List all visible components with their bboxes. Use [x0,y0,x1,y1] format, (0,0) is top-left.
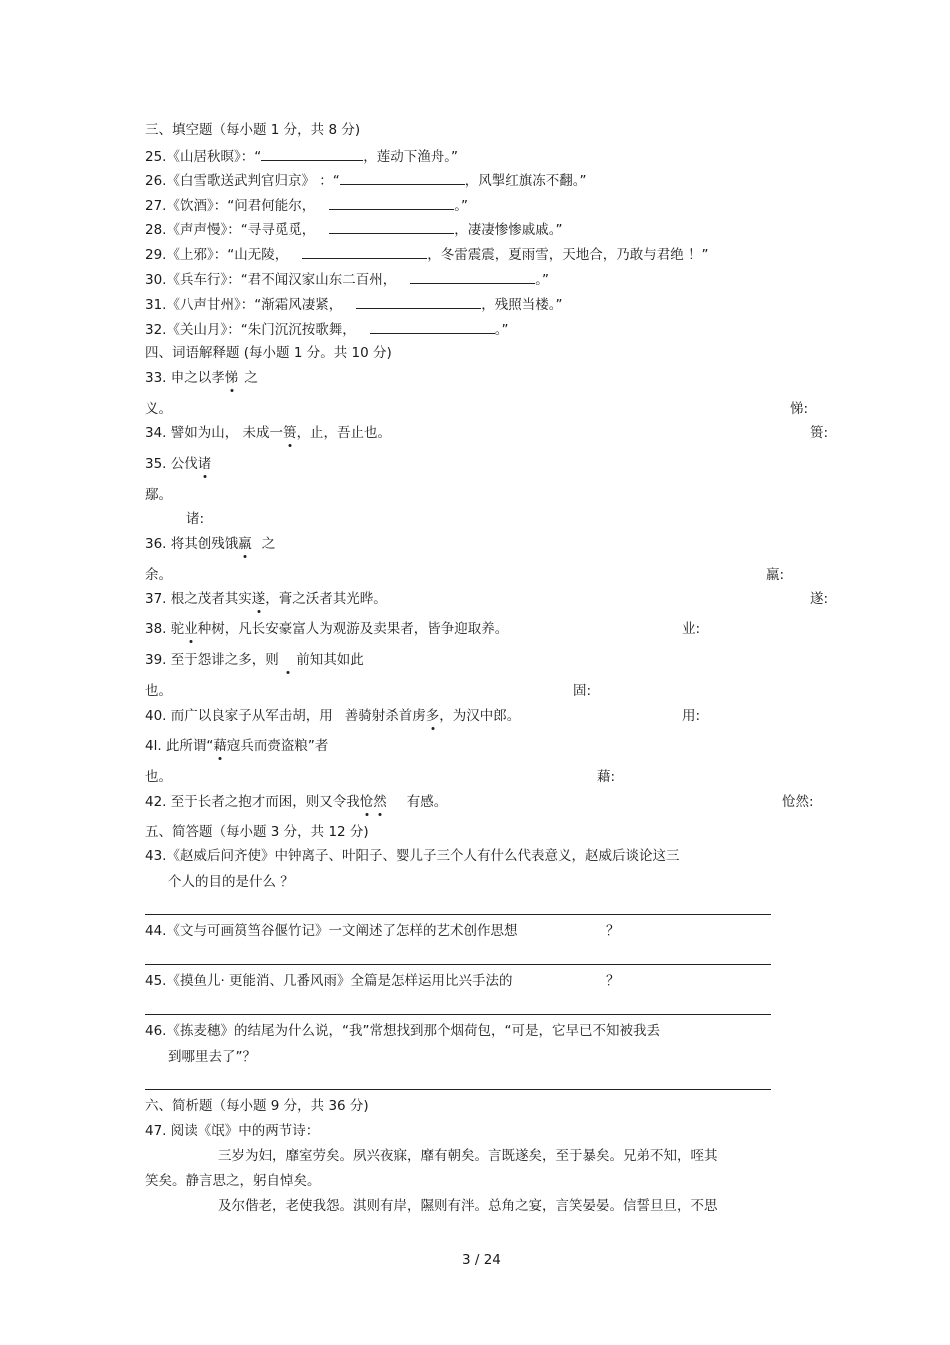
answer-line[interactable] [145,964,771,965]
question-40 [145,707,520,725]
q29-prefix: 29.《上邪》：“山无陵， [145,247,289,263]
q40-keyword: 用 [319,708,333,724]
q39-keyword [281,652,295,668]
question-28 [145,219,562,239]
answer-blank[interactable] [370,319,495,334]
q39-text: 39. 至于怨诽之多，则 [145,652,279,668]
q30-prefix: 30.《兵车行》：“君不闻汉家山东二百州， [145,272,397,288]
q39-continuation: 也。 [145,683,172,699]
q36-answer-label[interactable]: 羸: [766,567,785,583]
poem-stanza-2-line-1: 及尔偕老，老使我怨。淇则有岸，隰则有泮。总角之宴，言笑晏晏。信誓旦旦，不思 [218,1198,718,1214]
answer-blank[interactable] [302,244,427,259]
answer-line[interactable] [145,914,771,915]
q28-prefix: 28.《声声慢》：“寻寻觅觅， [145,222,316,238]
question-47: 47. 阅读《氓》中的两节诗： [145,1123,320,1139]
q40-answer-label[interactable]: 用: [682,708,701,724]
answer-blank[interactable] [329,219,454,234]
q36-text-end: 之 [261,536,276,552]
question-39 [145,651,364,669]
q35-answer-label[interactable]: 诸: [186,511,205,527]
answer-blank[interactable] [356,294,481,309]
q31-prefix: 31.《八声甘州》：“渐霜风凄紧， [145,297,343,313]
answer-blank[interactable] [329,195,454,210]
q41-text: 4l. 此所谓“ [145,738,214,754]
q33-answer-label[interactable]: 悌: [790,401,809,417]
q33-text-end: 之 [244,370,258,386]
q42-answer-label[interactable]: 怆然: [782,794,814,810]
q28-suffix: ，凄凄惨惨戚戚。” [454,222,563,238]
q27-prefix: 27.《饮酒》：“问君何能尔， [145,198,316,214]
answer-blank[interactable] [261,146,363,161]
q36-text: 36. 将其创残饿 [145,536,239,552]
question-42 [145,793,447,811]
q40-text-end: 善骑射杀首虏多，为汉中郎。 [344,708,521,724]
q38-text-end: 种树，凡长安豪富人为观游及卖果者，皆争迎取养。 [197,621,509,637]
q39-text-end: 前知其如此 [296,652,364,668]
question-37 [145,590,387,608]
question-36 [145,535,275,553]
q45-question-mark: ？ [606,973,620,989]
q34-text-end: ，止，吾止也。 [296,425,392,441]
question-41 [145,737,328,755]
q33-text: 33. 申之以孝 [145,370,225,386]
q38-text: 38. 驼 [145,621,185,637]
q27-suffix: 。” [454,198,468,214]
question-25 [145,146,458,166]
section-heading-word-explain: 四、词语解释题 (每小题 1 分。共 10 分) [145,345,392,361]
q36-keyword: 羸 [238,536,252,552]
question-31 [145,294,562,314]
answer-blank[interactable] [340,170,465,185]
q42-text: 42. 至于长者之抱才而困，则又令我 [145,794,360,810]
section-heading-short-answer: 五、简答题（每小题 3 分，共 12 分) [145,824,369,840]
q41-continuation: 也。 [145,769,172,785]
q25-suffix: ，莲动下渔舟。” [363,149,458,165]
q41-answer-label[interactable]: 藉: [597,769,616,785]
answer-line[interactable] [145,1014,771,1015]
q32-prefix: 32.《关山月》：“朱门沉沉按歌舞， [145,322,356,338]
question-46-line-2: 到哪里去了”？ [168,1049,256,1065]
q29-suffix: ，冬雷震震，夏雨雪，天地合，乃敢与君绝 ！” [427,247,709,263]
q39-answer-label[interactable]: 固: [573,683,592,699]
question-29 [145,244,709,264]
q33-keyword: 悌 [224,370,239,386]
q44-question-mark: ？ [606,923,620,939]
q33-continuation: 义。 [145,401,172,417]
question-27 [145,195,468,215]
q38-keyword: 业 [184,621,198,637]
q37-answer-label[interactable]: 遂: [810,591,829,607]
q34-text: 34. 譬如为山， 未成一 [145,425,284,441]
question-32 [145,319,508,339]
section-heading-analysis: 六、简析题（每小题 9 分，共 36 分) [145,1098,369,1114]
q40-text: 40. 而广以良家子从军击胡， [145,708,320,724]
question-38 [145,620,508,638]
q36-continuation: 余。 [145,567,172,583]
question-26 [145,170,587,190]
question-43-line-1: 43.《赵威后问齐使》中钟离子、叶阳子、婴儿子三个人有什么代表意义，赵威后谈论这三 [145,848,680,864]
q34-answer-label[interactable]: 篑: [810,425,829,441]
q25-prefix: 25.《山居秋暝》：“ [145,149,262,165]
q30-suffix: 。” [535,272,549,288]
q35-keyword: 诸 [197,456,212,472]
question-30 [145,269,549,289]
question-45: 45.《摸鱼儿· 更能消、几番风雨》全篇是怎样运用比兴手法的 [145,973,513,989]
q26-prefix: 26.《白雪歌送武判官归京》 ：“ [145,173,340,189]
q37-keyword: 遂 [251,591,266,607]
poem-stanza-1-line-2: 笑矣。静言思之，躬自悼矣。 [145,1173,321,1189]
q31-suffix: ，残照当楼。” [481,297,563,313]
answer-line[interactable] [145,1089,771,1090]
q35-continuation: 鄢。 [145,487,172,503]
poem-stanza-1-line-1: 三岁为妇，靡室劳矣。夙兴夜寐，靡有朝矣。言既遂矣，至于暴矣。兄弟不知，咥其 [218,1148,718,1164]
q42-text-end: 有感。 [406,794,448,810]
q41-keyword: 藉 [213,738,227,754]
question-46-line-1: 46.《拣麦穗》的结尾为什么说，“我”常想找到那个烟荷包，“可是，它早已不知被我丢 [145,1023,660,1039]
question-34 [145,424,391,442]
answer-blank[interactable] [410,269,535,284]
q37-text: 37. 根之茂者其实 [145,591,252,607]
question-35 [145,455,211,473]
question-33 [145,369,258,387]
q38-answer-label[interactable]: 业: [682,621,701,637]
q42-keyword-1: 怆 [359,794,374,810]
page-number: 3 / 24 [462,1252,501,1268]
q42-keyword-2: 然 [373,794,387,810]
section-heading-fill-in: 三、填空题（每小题 1 分，共 8 分) [145,122,361,138]
q37-text-end: ，膏之沃者其光晔。 [265,591,387,607]
q35-text: 35. 公伐 [145,456,198,472]
q41-text-end: 寇兵而赍盗粮”者 [226,738,329,754]
q26-suffix: ，风掣红旗冻不翻。” [464,173,587,189]
q34-keyword: 篑 [283,425,297,441]
question-43-line-2: 个人的目的是什么 ？ [168,874,294,890]
q32-suffix: 。” [494,322,509,338]
question-44: 44.《文与可画筼筜谷偃竹记》一文阐述了怎样的艺术创作思想 [145,923,518,939]
